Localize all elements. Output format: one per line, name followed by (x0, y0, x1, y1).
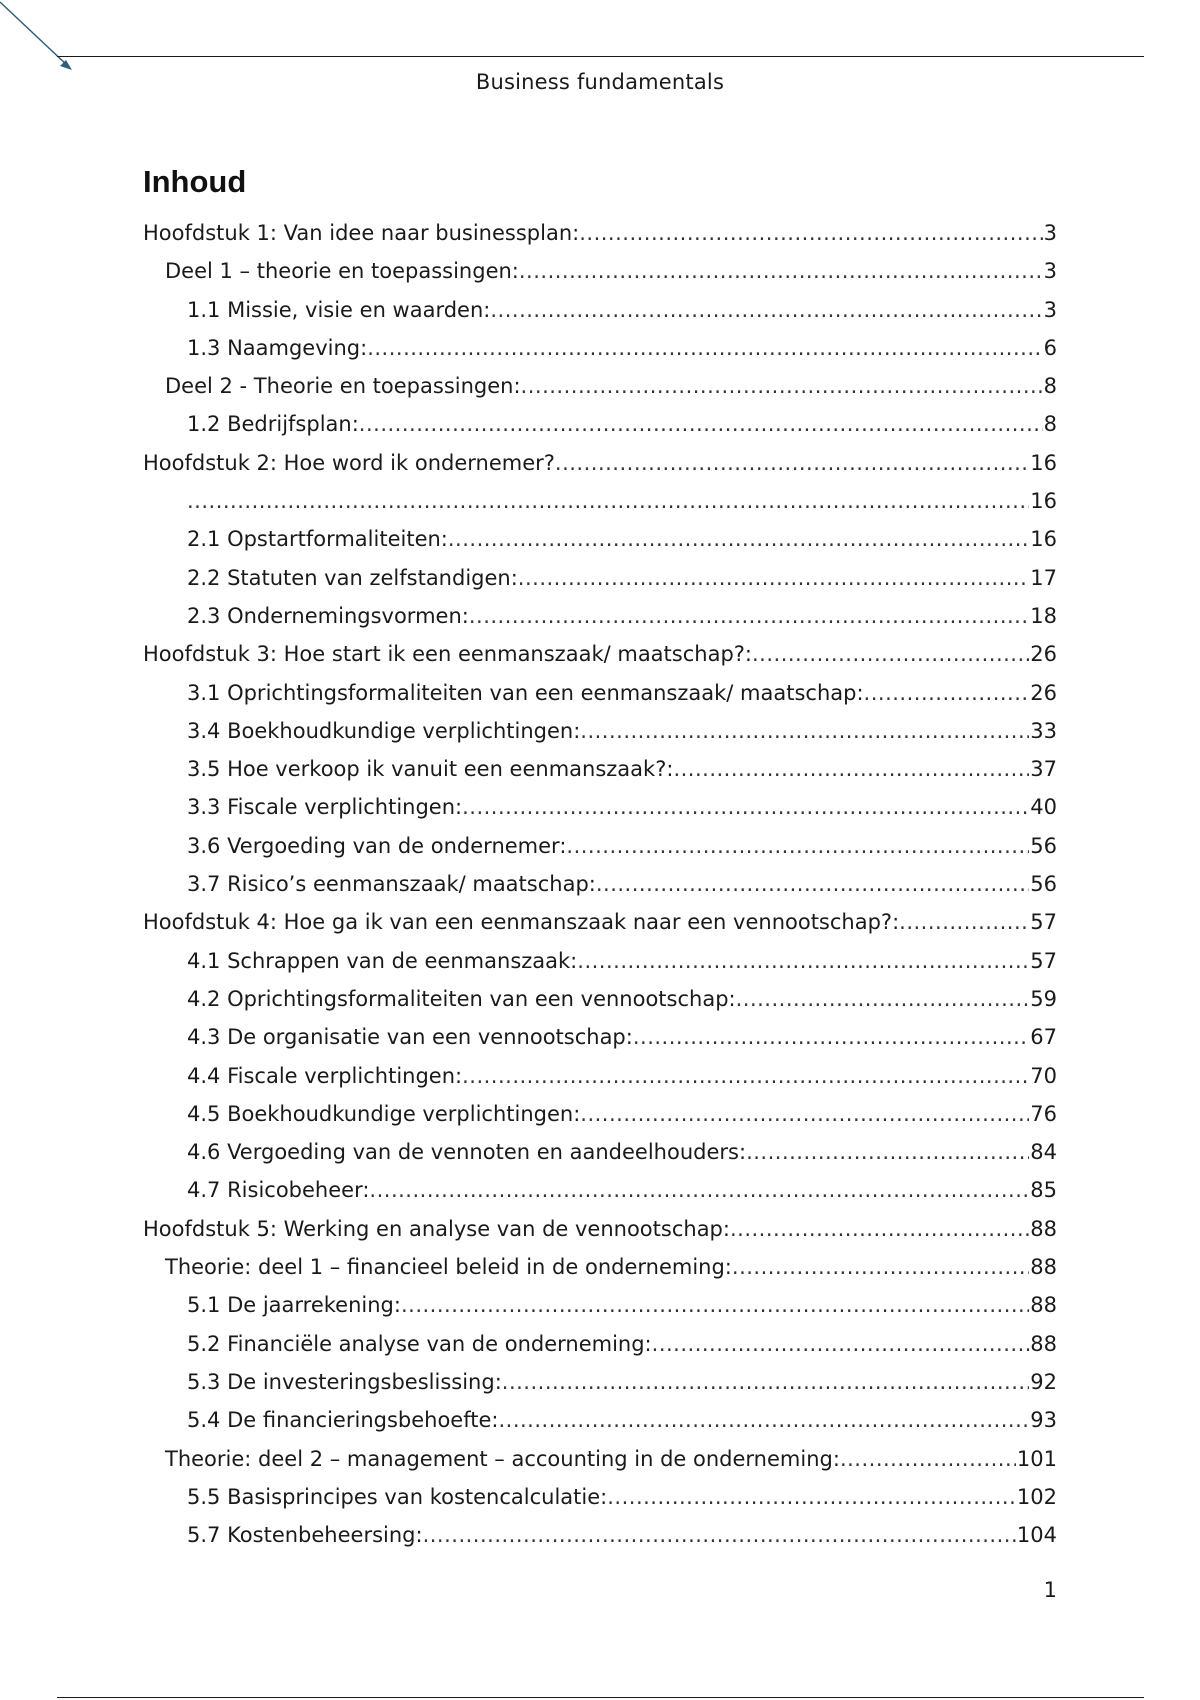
toc-dot-leader (899, 903, 1029, 941)
toc-dot-leader (519, 252, 1043, 290)
toc-entry[interactable] (143, 1095, 1057, 1133)
toc-entry-page: 3 (1043, 297, 1057, 322)
toc-dot-leader (840, 1440, 1016, 1478)
toc-entry-title: 4.5 Boekhoudkundige verplichtingen: (187, 1101, 581, 1126)
toc-entry-title: Theorie: deel 2 – management – accounting in de onderneming: (165, 1446, 840, 1471)
toc-entry-title: 3.1 Oprichtingsformaliteiten van een eenmanszaak/ maatschap: (187, 680, 864, 705)
toc-entry-page: 26 (1030, 680, 1057, 705)
toc-entry-title: 2.2 Statuten van zelfstandigen: (187, 565, 518, 590)
toc-dot-leader (580, 712, 1029, 750)
toc-entry-title: 2.3 Ondernemingsvormen: (187, 603, 469, 628)
toc-dot-leader (518, 559, 1029, 597)
footer-rule (57, 1697, 1144, 1698)
toc-entry[interactable] (143, 1401, 1057, 1439)
toc-entry[interactable] (143, 750, 1057, 788)
toc-entry-page: 6 (1043, 335, 1057, 360)
toc-entry-title: 5.1 De jaarrekening: (187, 1293, 401, 1318)
toc-dot-leader (579, 214, 1042, 252)
toc-entry-title: Hoofdstuk 3: Hoe start ik een eenmanszaak/ maatschap?: (143, 642, 752, 667)
toc-entry-title: 4.1 Schrappen van de eenmanszaak: (187, 948, 578, 973)
toc-entry-title: 5.5 Basisprincipes van kostencalculatie: (187, 1484, 608, 1509)
toc-entry[interactable] (143, 1018, 1057, 1056)
toc-entry-title: 5.4 De financieringsbehoefte: (187, 1408, 499, 1433)
toc-entry-title: Deel 1 – theorie en toepassingen: (165, 259, 519, 284)
toc-entry[interactable] (143, 1325, 1057, 1363)
toc-entry-title: 1.3 Naamgeving: (187, 335, 368, 360)
page-number: 1 (1043, 1578, 1057, 1602)
toc-dot-leader (369, 1171, 1029, 1209)
toc-entry-title: 3.6 Vergoeding van de ondernemer: (187, 833, 567, 858)
toc-entry-page: 16 (1030, 489, 1057, 514)
header-rule (57, 56, 1144, 57)
toc-entry[interactable] (143, 1440, 1057, 1478)
toc-dot-leader (462, 788, 1029, 826)
toc-dot-leader (732, 1248, 1029, 1286)
toc-entry[interactable] (143, 252, 1057, 290)
table-of-contents (143, 214, 1057, 1554)
toc-entry-title: 4.2 Oprichtingsformaliteiten van een vennootschap: (187, 986, 736, 1011)
toc-entry-page: 88 (1030, 1331, 1057, 1356)
toc-dot-leader (633, 1018, 1029, 1056)
toc-dot-leader (359, 405, 1043, 443)
toc-dot-leader (580, 1095, 1029, 1133)
toc-entry[interactable] (143, 214, 1057, 252)
toc-entry-page: 59 (1030, 986, 1057, 1011)
toc-entry-title: 4.7 Risicobeheer: (187, 1178, 370, 1203)
corner-arrow-icon (0, 0, 80, 80)
toc-entry-page: 85 (1030, 1178, 1057, 1203)
toc-entry-page: 76 (1030, 1101, 1057, 1126)
toc-entry-title: Hoofdstuk 5: Werking en analyse van de vennootschap: (143, 1216, 730, 1241)
toc-entry[interactable] (143, 942, 1057, 980)
toc-entry-page: 88 (1030, 1255, 1057, 1280)
toc-entry-page: 18 (1030, 603, 1057, 628)
toc-entry[interactable] (143, 1057, 1057, 1095)
toc-entry-page: 16 (1030, 527, 1057, 552)
toc-entry-page: 56 (1030, 833, 1057, 858)
toc-entry[interactable] (143, 674, 1057, 712)
toc-entry-title: 4.4 Fiscale verplichtingen: (187, 1063, 463, 1088)
toc-entry-title: 3.3 Fiscale verplichtingen: (187, 795, 463, 820)
toc-entry-page: 88 (1030, 1216, 1057, 1241)
toc-dot-leader (864, 674, 1030, 712)
toc-entry[interactable] (143, 520, 1057, 558)
toc-entry-page: 104 (1016, 1523, 1057, 1548)
toc-entry[interactable] (143, 559, 1057, 597)
toc-entry-page: 3 (1043, 221, 1057, 245)
toc-heading: Inhoud (143, 164, 247, 199)
toc-entry-page: 57 (1030, 910, 1057, 935)
toc-entry-title: 1.1 Missie, visie en waarden: (187, 297, 491, 322)
toc-entry-title: 5.3 De investeringsbeslissing: (187, 1369, 502, 1394)
toc-entry[interactable] (143, 903, 1057, 941)
toc-entry[interactable] (143, 405, 1057, 443)
toc-entry-title: 1.2 Bedrijfsplan: (187, 412, 359, 437)
toc-dot-leader (652, 1325, 1030, 1363)
toc-entry-page: 26 (1030, 642, 1057, 667)
toc-entry[interactable] (143, 827, 1057, 865)
toc-entry[interactable] (143, 788, 1057, 826)
toc-entry[interactable] (143, 1516, 1057, 1554)
toc-entry-page: 40 (1030, 795, 1057, 820)
toc-entry-page: 33 (1030, 718, 1057, 743)
toc-dot-leader (423, 1516, 1016, 1554)
toc-entry-page: 84 (1030, 1140, 1057, 1165)
toc-entry-title: 5.7 Kostenbeheersing: (187, 1523, 423, 1548)
toc-entry[interactable] (143, 712, 1057, 750)
toc-entry[interactable] (143, 980, 1057, 1018)
toc-dot-leader (448, 520, 1029, 558)
toc-entry-page: 17 (1030, 565, 1057, 590)
toc-entry[interactable] (143, 291, 1057, 329)
toc-dot-leader (607, 1478, 1016, 1516)
toc-dot-leader (469, 597, 1029, 635)
toc-entry[interactable] (143, 1133, 1057, 1171)
toc-entry[interactable] (143, 1478, 1057, 1516)
toc-entry-title: 2.1 Opstartformaliteiten: (187, 527, 448, 552)
toc-entry-page: 3 (1043, 259, 1057, 284)
toc-dot-leader (730, 1210, 1029, 1248)
toc-dot-leader (566, 827, 1029, 865)
toc-dot-leader (502, 1363, 1030, 1401)
toc-dot-leader (746, 1133, 1029, 1171)
toc-dot-leader (367, 329, 1042, 367)
toc-entry[interactable] (143, 1363, 1057, 1401)
toc-entry[interactable] (143, 1171, 1057, 1209)
toc-dot-leader (498, 1401, 1029, 1439)
toc-dot-leader (462, 1057, 1029, 1095)
toc-entry-title: 3.7 Risico’s eenmanszaak/ maatschap: (187, 872, 596, 897)
toc-entry-title: Hoofdstuk 2: Hoe word ik ondernemer? (143, 450, 555, 475)
toc-dot-leader (577, 942, 1029, 980)
toc-entry-page: 70 (1030, 1063, 1057, 1088)
toc-entry-page: 92 (1030, 1369, 1057, 1394)
toc-entry-page: 57 (1030, 948, 1057, 973)
toc-dot-leader (736, 980, 1030, 1018)
toc-entry-title: 4.6 Vergoeding van de vennoten en aandeelhouders: (187, 1140, 747, 1165)
toc-entry-title: Deel 2 - Theorie en toepassingen: (165, 374, 521, 399)
toc-dot-leader (673, 750, 1029, 788)
toc-entry-page: 8 (1043, 374, 1057, 399)
toc-entry[interactable] (143, 1286, 1057, 1324)
toc-entry-page: 88 (1030, 1293, 1057, 1318)
toc-entry[interactable] (143, 1248, 1057, 1286)
toc-entry-page: 102 (1016, 1484, 1057, 1509)
toc-entry-title: 3.5 Hoe verkoop ik vanuit een eenmanszaak?: (187, 757, 674, 782)
toc-dot-leader (187, 482, 1029, 520)
toc-entry[interactable] (143, 635, 1057, 673)
toc-entry-page: 8 (1043, 412, 1057, 437)
toc-entry-title: Theorie: deel 1 – financieel beleid in de onderneming: (165, 1255, 732, 1280)
toc-entry-title: Hoofdstuk 4: Hoe ga ik van een eenmanszaak naar een vennootschap?: (143, 910, 900, 935)
toc-entry[interactable] (143, 482, 1057, 520)
toc-entry-title: 4.3 De organisatie van een vennootschap: (187, 1025, 633, 1050)
toc-entry[interactable] (143, 1210, 1057, 1248)
toc-entry-page: 37 (1030, 757, 1057, 782)
toc-entry-title: Hoofdstuk 1: Van idee naar businessplan: (143, 221, 580, 245)
toc-entry[interactable] (143, 329, 1057, 367)
toc-entry[interactable] (143, 444, 1057, 482)
toc-entry-title: 5.2 Financiële analyse van de onderneming: (187, 1331, 652, 1356)
toc-entry-page: 16 (1030, 450, 1057, 475)
toc-dot-leader (752, 635, 1029, 673)
toc-entry-page: 56 (1030, 872, 1057, 897)
toc-dot-leader (521, 367, 1043, 405)
page-header-title: Business fundamentals (475, 70, 725, 94)
toc-entry[interactable] (143, 865, 1057, 903)
toc-dot-leader (401, 1286, 1029, 1324)
toc-entry[interactable] (143, 367, 1057, 405)
toc-entry-page: 67 (1030, 1025, 1057, 1050)
toc-entry-title: 3.4 Boekhoudkundige verplichtingen: (187, 718, 581, 743)
toc-dot-leader (596, 865, 1029, 903)
toc-entry[interactable] (143, 597, 1057, 635)
toc-dot-leader (555, 444, 1029, 482)
toc-entry-page: 93 (1030, 1408, 1057, 1433)
toc-entry-page: 101 (1016, 1446, 1057, 1471)
toc-dot-leader (490, 291, 1042, 329)
